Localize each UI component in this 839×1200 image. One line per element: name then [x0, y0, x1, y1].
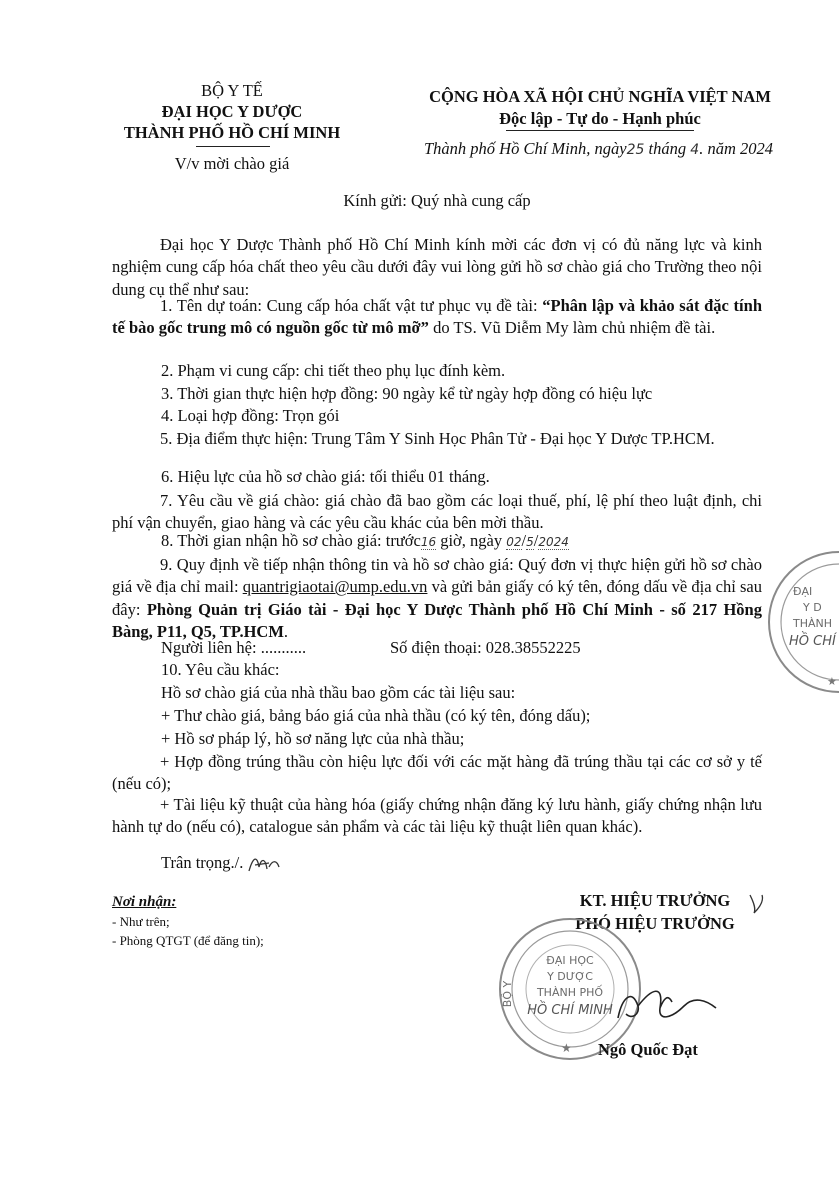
item-1 — [112, 295, 762, 340]
stamp-side-text: BỘ Y — [501, 980, 514, 1008]
date-line — [424, 139, 773, 159]
date-month-word: tháng — [648, 139, 687, 158]
item-3: 3. Thời gian thực hiện hợp đồng: 90 ngày kể từ ngày hợp đồng có hiệu lực — [161, 384, 653, 403]
handwritten-signature — [612, 978, 722, 1038]
edge-stamp-line-3: THÀNH — [793, 617, 833, 630]
closing-text: Trân trọng./. — [161, 853, 244, 872]
signer-name: Ngô Quốc Đạt — [598, 1040, 698, 1059]
item-7: 7. Yêu cầu về giá chào: giá chào đã bao gồm các loại thuế, phí, lệ phí theo luật định, chi phí vận chuyển, giao hàng và các yêu cầu khác của bên mời thầu. — [112, 491, 762, 533]
greeting: Kính gửi: Quý nhà cung cấp — [343, 191, 531, 210]
delivery-address: Phòng Quản trị Giáo tài - Đại học Y Dược Thành phố Hồ Chí Minh - số 217 Hồng Bàng, P11, Q5, TP.HCM — [112, 599, 762, 642]
nation-name: CỘNG HÒA XÃ HỘI CHỦ NGHĨA VIỆT NAM — [429, 87, 771, 106]
item-10: 10. Yêu cầu khác: — [161, 660, 280, 679]
stamp-line-4: HỒ CHÍ MINH — [527, 1003, 613, 1018]
closing — [161, 852, 281, 875]
edge-stamp — [759, 547, 839, 697]
recipients-block — [112, 893, 264, 950]
stamp-line-1: ĐẠI HỌC — [546, 954, 594, 967]
item-8: 8. Thời gian nhận hồ sơ chào giá: trước16 giờ, ngày 02/5/2024 — [161, 531, 569, 550]
item-1-prefix: 1. Tên dự toán: Cung cấp hóa chất vật tư phục vụ đề tài: — [160, 296, 543, 315]
recipients-title: Nơi nhận: — [112, 894, 177, 910]
document-2: + Hồ sơ pháp lý, hồ sơ năng lực của nhà thầu; — [161, 729, 465, 748]
edge-stamp-line-4: HỒ CHÍ — [789, 634, 836, 649]
item-9-mid: và gửi bản giấy có ký tên, đóng dấu về địa chỉ sau đây: — [112, 577, 762, 619]
national-motto: Độc lập - Tự do - Hạnh phúc — [499, 109, 701, 128]
date-prefix: Thành phố Hồ Chí Minh, ngày — [424, 139, 627, 158]
intro-paragraph: Đại học Y Dược Thành phố Hồ Chí Minh kính mời các đơn vị có đủ năng lực và kinh nghiệm cung cấp hóa chất theo yêu cầu dưới đây vui lòng gửi hồ sơ chào giá cho Trường theo nội dung cụ thể như sau: — [112, 235, 762, 299]
item-8-prefix: 8. Thời gian nhận hồ sơ chào giá: trước — [161, 531, 421, 550]
item-9-prefix: 9. Quy định về tiếp nhận thông tin và hồ sơ chào giá: Quý đơn vị thực hiện gửi hồ sơ chào giá về địa chỉ mail: — [112, 555, 762, 597]
recipient-1: - Như trên; — [112, 914, 170, 929]
edge-stamp-line-1: ĐẠI — [793, 585, 813, 598]
item-5: 5. Địa điểm thực hiện: Trung Tâm Y Sinh Học Phân Tử - Đại học Y Dược TP.HCM. — [160, 429, 715, 448]
document-3: + Hợp đồng trúng thầu còn hiệu lực đối với các mặt hàng đã trúng thầu tại các cơ sở y tế (nếu có); — [112, 752, 762, 794]
item-9 — [112, 554, 762, 644]
corner-initial-mark — [746, 891, 768, 917]
university-name-line2: THÀNH PHỐ HỒ CHÍ MINH — [123, 123, 341, 142]
recipient-2: - Phòng QTGT (để đăng tin); — [112, 933, 264, 948]
subject-line: V/v mời chào giá — [174, 154, 290, 173]
documents-intro: Hồ sơ chào giá của nhà thầu bao gồm các tài liệu sau: — [161, 683, 516, 702]
contact-person: Người liên hệ: ........... — [161, 638, 307, 657]
header-left-rule — [196, 146, 270, 147]
stamp-line-3: THÀNH PHỐ — [536, 986, 604, 999]
email-link[interactable]: quantrigiaotai@ump.edu.vn — [242, 577, 428, 597]
initials-mark — [247, 853, 281, 875]
header-left — [112, 80, 352, 143]
edge-stamp-star-icon: ★ — [827, 676, 837, 688]
item-2: 2. Phạm vi cung cấp: chi tiết theo phụ lục đính kèm. — [161, 361, 506, 380]
edge-stamp-line-2: Y D — [803, 601, 822, 614]
signature-title-1: KT. HIỆU TRƯỞNG — [579, 891, 731, 910]
item-8-mid: giờ, ngày — [436, 531, 507, 550]
document-1: + Thư chào giá, bảng báo giá của nhà thầu (có ký tên, đóng dấu); — [161, 706, 591, 725]
header-right — [380, 86, 820, 130]
item-1-suffix: do TS. Vũ Diễm My làm chủ nhiệm đề tài. — [428, 318, 716, 338]
contact-phone: Số điện thoại: 028.38552225 — [390, 638, 581, 657]
signature-title-2: PHÓ HIỆU TRƯỞNG — [575, 914, 735, 933]
item-6: 6. Hiệu lực của hồ sơ chào giá: tối thiểu 01 tháng. — [161, 467, 490, 486]
project-title: “Phân lập và khảo sát đặc tính tế bào gốc trung mô có nguồn gốc từ mô mỡ” — [112, 296, 762, 338]
date-month: 4 — [690, 142, 700, 158]
deadline-hour: 16 — [420, 535, 437, 549]
item-4: 4. Loại hợp đồng: Trọn gói — [161, 406, 340, 425]
stamp-line-2: Y DƯỢC — [547, 970, 593, 983]
deadline-day: 02 — [506, 535, 522, 549]
university-name-line1: ĐẠI HỌC Y DƯỢC — [161, 102, 303, 121]
motto-rule — [506, 130, 694, 131]
deadline-month: 5 — [526, 535, 534, 549]
deadline-year: 2024 — [538, 535, 569, 549]
document-4: + Tài liệu kỹ thuật của hàng hóa (giấy chứng nhận đăng ký lưu hành, giấy chứng nhận lưu hành tự do (nếu có), catalogue sản phẩm và các tài liệu kỹ thuật liên quan khác). — [112, 795, 762, 837]
date-year: . năm 2024 — [699, 139, 773, 158]
item-9-end: . — [283, 622, 289, 642]
stamp-star-icon: ★ — [561, 1041, 572, 1055]
date-day: 25 — [626, 142, 645, 158]
ministry-name: BỘ Y TẾ — [201, 81, 263, 100]
